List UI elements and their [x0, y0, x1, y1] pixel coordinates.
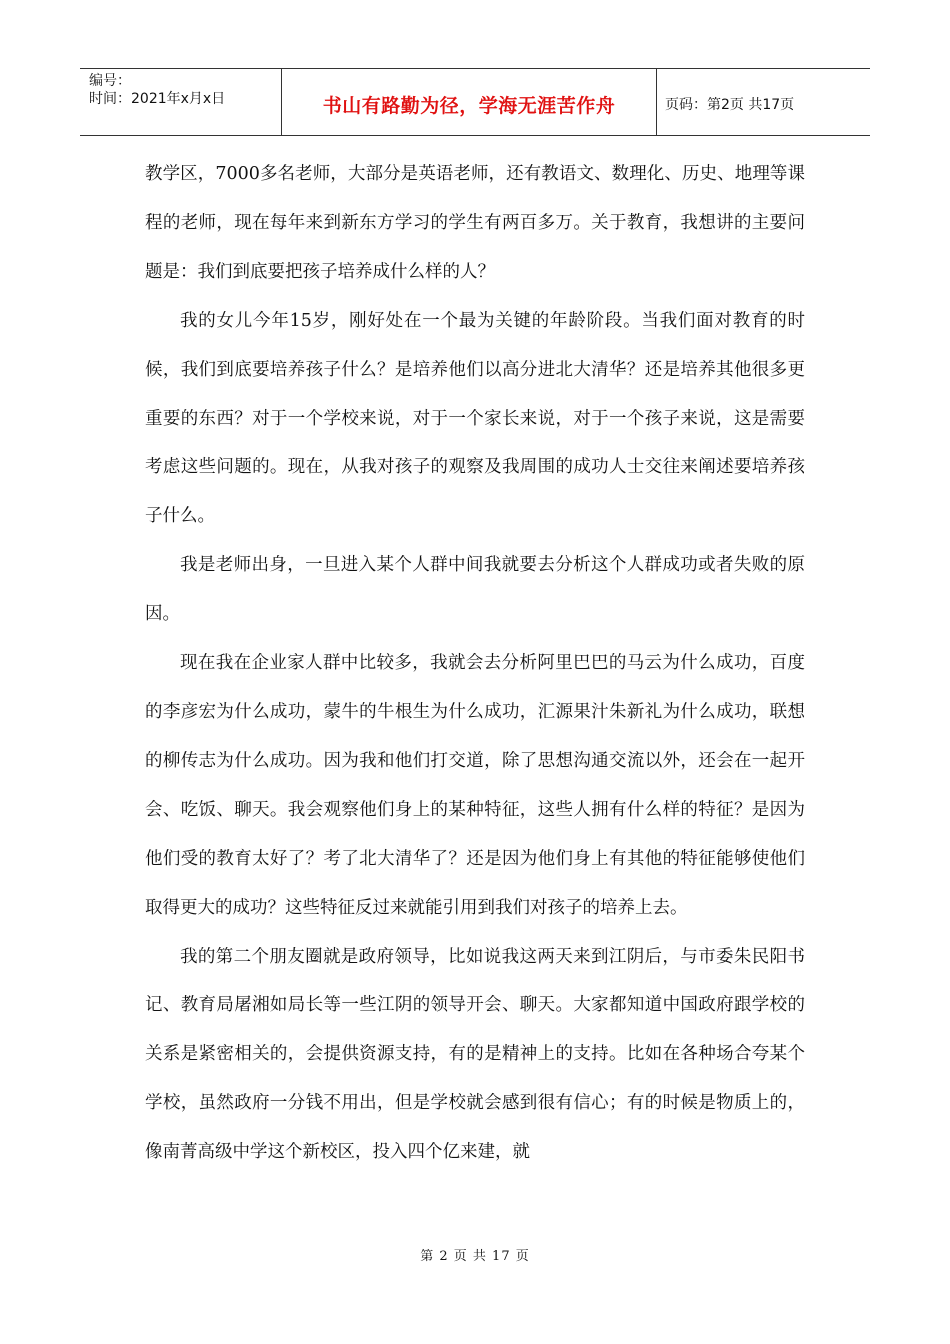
page-header — [80, 68, 870, 136]
document-body — [145, 150, 805, 1177]
paragraph: 我的女儿今年15岁，刚好处在一个最为关键的年龄阶段。当我们面对教育的时候，我们到底要培养孩子什么？是培养他们以高分进北大清华？还是培养其他很多更重要的东西？对于一个学校来说，对于一个家长来说，对于一个孩子来说，这是需要考虑这些问题的。现在，从我对孩子的观察及我周围的成功人士交往来阐述要培养孩子什么。 — [145, 310, 805, 527]
paragraph: 我是老师出身，一旦进入某个人群中间我就要去分析这个人群成功或者失败的原因。 — [145, 555, 805, 625]
paragraph-continued: 教学区，7000多名老师，大部分是英语老师，还有教语文、数理化、历史、地理等课程的老师，现在每年来到新东方学习的学生有两百多万。关于教育，我想讲的主要问题是：我们到底要把孩子培养成什么样的人？ — [145, 164, 805, 282]
paragraph: 现在我在企业家人群中比较多，我就会去分析阿里巴巴的马云为什么成功，百度的李彦宏为什么成功，蒙牛的牛根生为什么成功，汇源果汁朱新礼为什么成功，联想的柳传志为什么成功。因为我和他们打交道，除了思想沟通交流以外，还会在一起开会、吃饭、聊天。我会观察他们身上的某种特征，这些人拥有什么样的特征？是因为他们受的教育太好了？考了北大清华了？还是因为他们身上有其他的特征能够使他们取得更大的成功？这些特征反过来就能引用到我们对孩子的培养上去。 — [145, 653, 805, 918]
header-meta — [80, 69, 282, 135]
header-motto: 书山有路勤为径，学海无涯苦作舟 — [282, 69, 657, 135]
document-number-label: 编号： — [89, 73, 131, 89]
header-page-info: 页码：第2页 共17页 — [665, 97, 795, 113]
page-footer: 第 2 页 共 17 页 — [420, 1249, 530, 1264]
document-date-label: 时间：2021年x月x日 — [89, 91, 226, 107]
paragraph: 我的第二个朋友圈就是政府领导，比如说我这两天来到江阴后，与市委朱民阳书记、教育局屠湘如局长等一些江阴的领导开会、聊天。大家都知道中国政府跟学校的关系是紧密相关的，会提供资源支持，有的是精神上的支持。比如在各种场合夸某个学校，虽然政府一分钱不用出，但是学校就会感到很有信心；有的时候是物质上的，像南菁高级中学这个新校区，投入四个亿来建，就 — [145, 946, 805, 1163]
